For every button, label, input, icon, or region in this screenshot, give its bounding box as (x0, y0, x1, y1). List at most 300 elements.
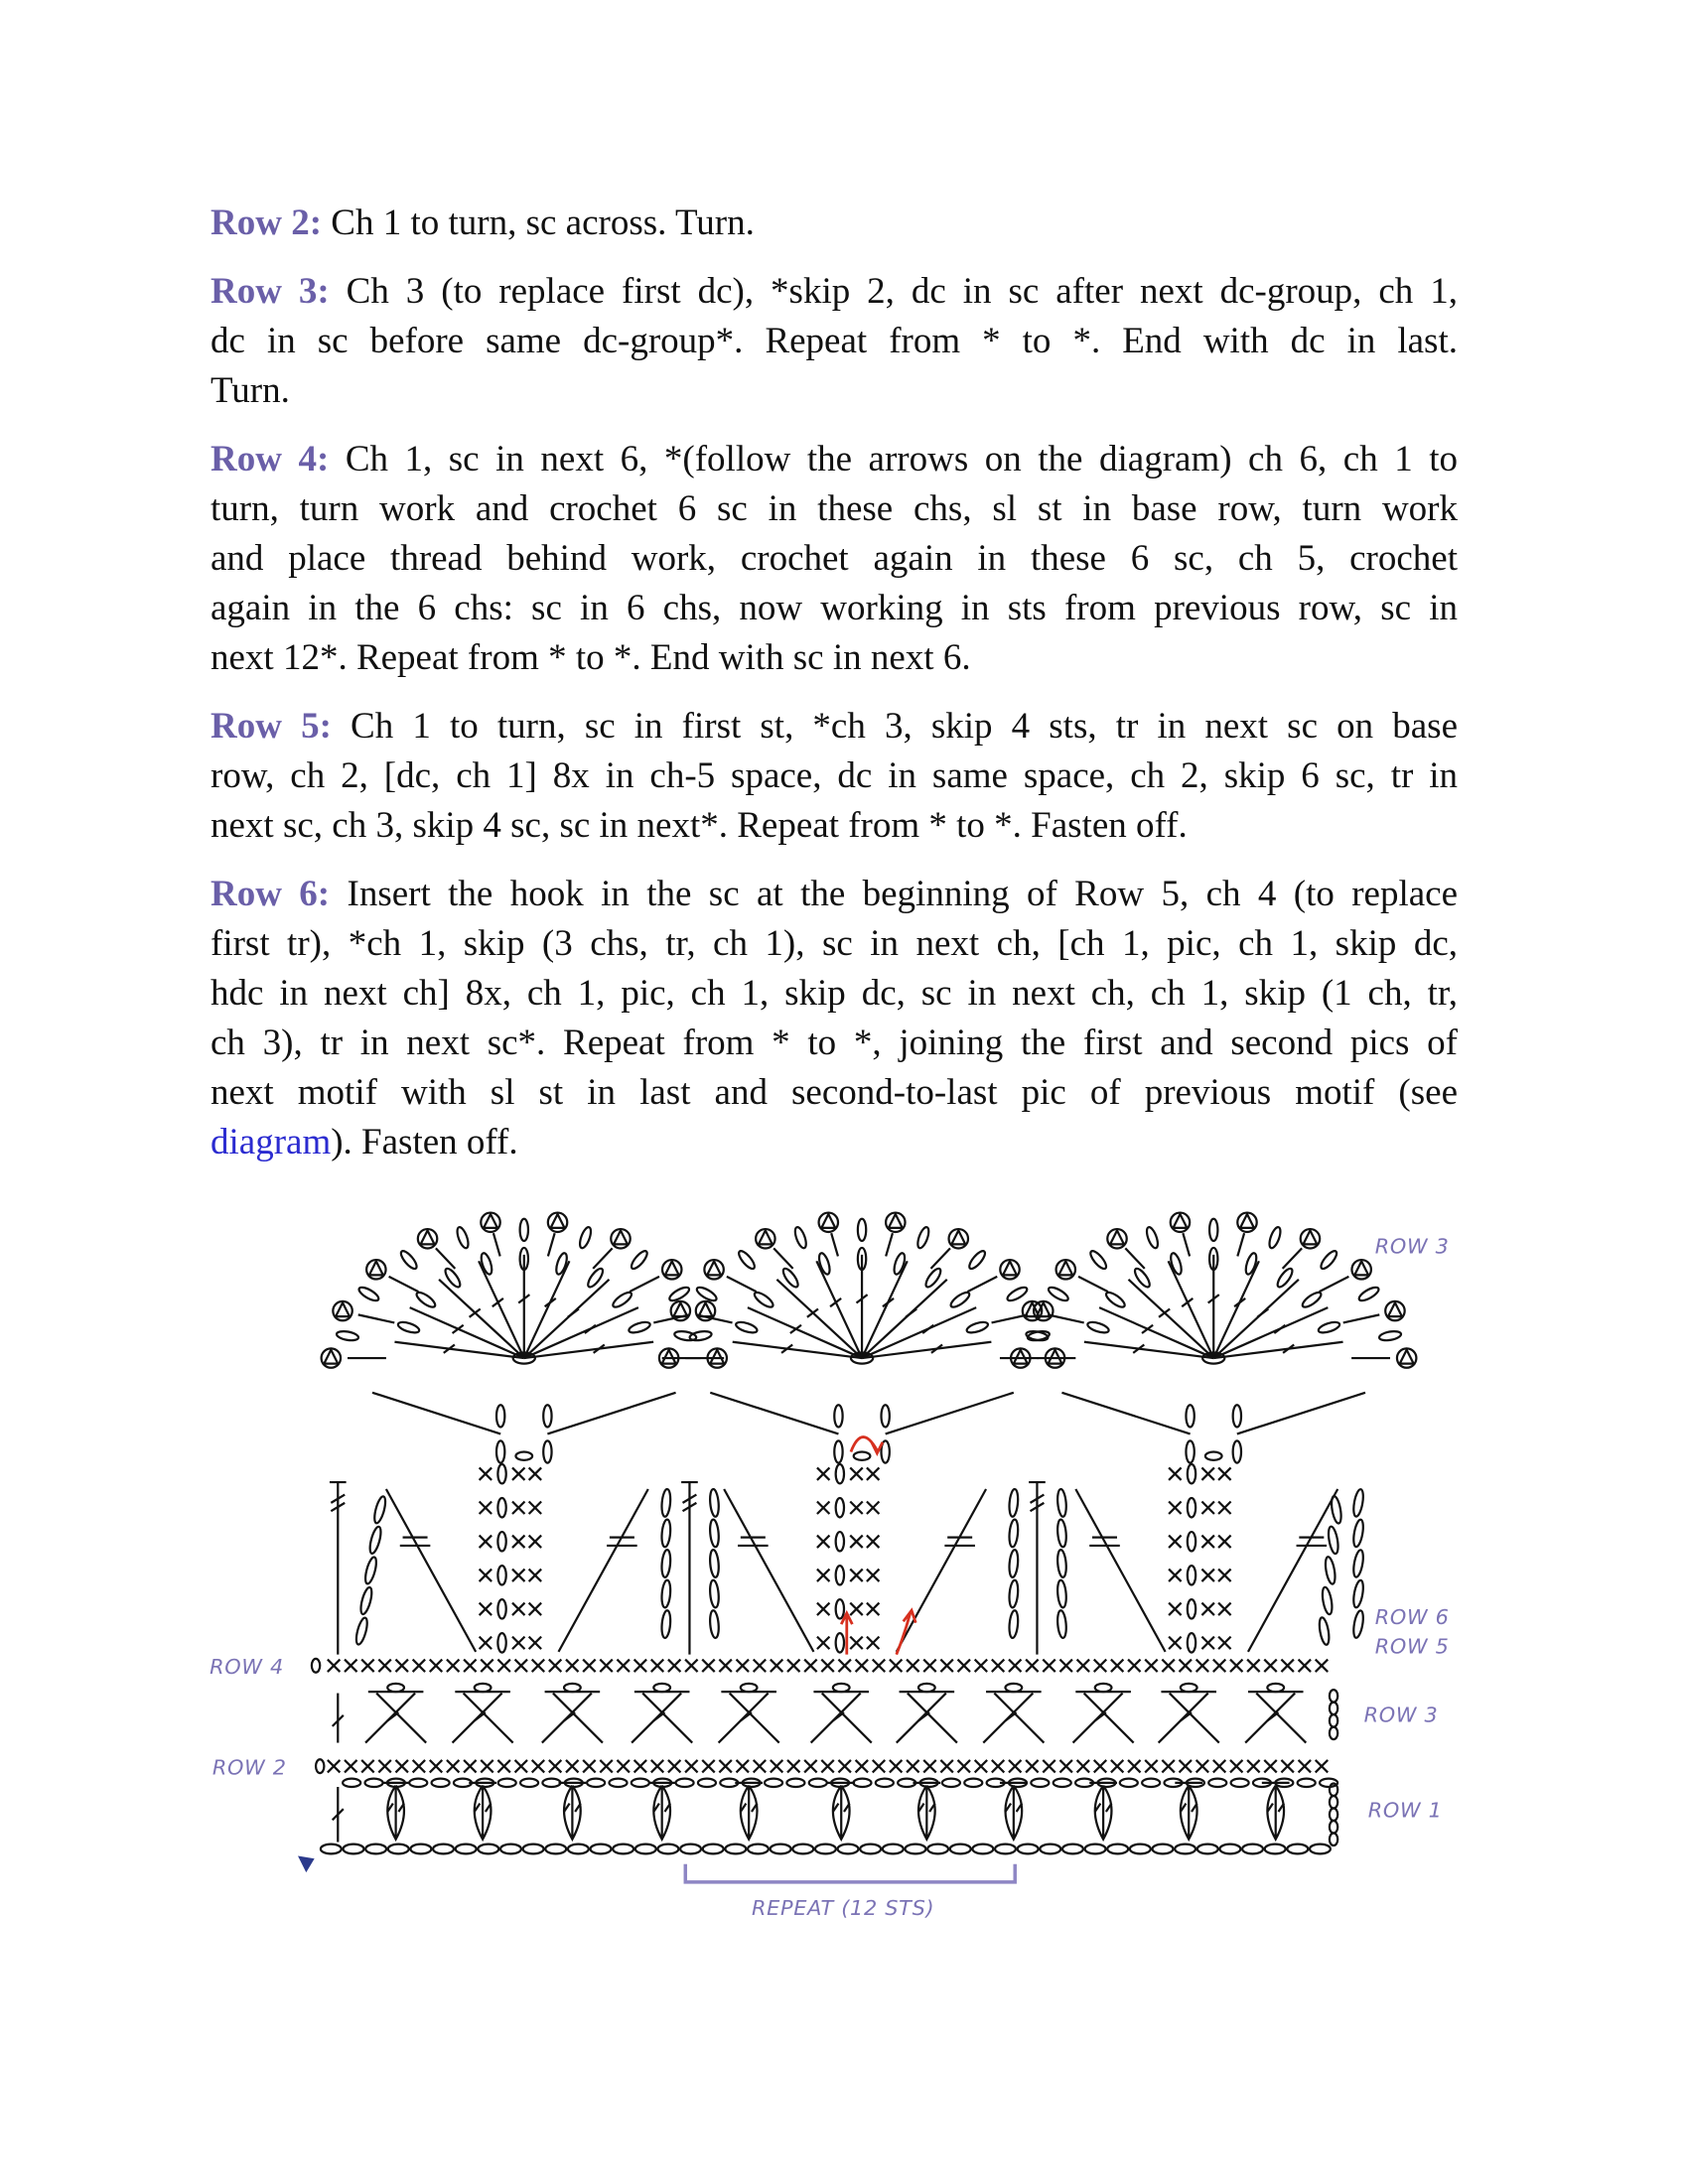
single-crochet (975, 1760, 988, 1773)
chain-stitch (1169, 1252, 1184, 1276)
foundation-chain (1242, 1844, 1263, 1854)
single-crochet (873, 1760, 886, 1773)
chain-stitch (1188, 1498, 1196, 1517)
chain-stitch (354, 1617, 369, 1646)
foundation-chain (1310, 1844, 1331, 1854)
chain-stitch (809, 1779, 827, 1787)
dc-cluster (387, 1786, 404, 1840)
single-crochet (447, 1660, 460, 1673)
single-crochet (1201, 1637, 1214, 1650)
single-crochet (1059, 1660, 1072, 1673)
double-crochet (1213, 1261, 1259, 1358)
single-crochet (856, 1760, 869, 1773)
chain-stitch (497, 1633, 505, 1652)
single-crochet (1201, 1570, 1214, 1582)
single-crochet (685, 1660, 698, 1673)
single-crochet (1162, 1760, 1175, 1773)
single-crochet (817, 1467, 830, 1480)
single-crochet (1111, 1660, 1124, 1673)
start-marker-icon (298, 1855, 315, 1872)
chain-stitch (1244, 1252, 1259, 1276)
chain-stitch (1145, 1226, 1160, 1250)
single-crochet (817, 1570, 830, 1582)
hdc (831, 1233, 838, 1256)
crossed-dc (908, 1694, 957, 1743)
chain-stitch (611, 1290, 633, 1309)
foundation-chain (344, 1844, 364, 1854)
single-crochet (481, 1660, 493, 1673)
picot-triangle (1304, 1230, 1318, 1244)
foundation-chain (883, 1844, 904, 1854)
single-crochet (529, 1536, 542, 1549)
single-crochet (430, 1660, 443, 1673)
single-crochet (345, 1660, 357, 1673)
single-crochet (850, 1603, 863, 1616)
single-crochet (1169, 1467, 1182, 1480)
chain-stitch (1086, 1320, 1110, 1335)
chain-stitch (1233, 1440, 1241, 1462)
single-crochet (512, 1637, 525, 1650)
single-crochet (817, 1502, 830, 1515)
single-crochet (850, 1536, 863, 1549)
single-crochet (600, 1660, 613, 1673)
chain-stitch (515, 1452, 532, 1460)
single-crochet (867, 1570, 880, 1582)
chart-stitches (298, 1213, 1416, 1882)
foundation-chain (725, 1844, 746, 1854)
single-crochet (890, 1760, 903, 1773)
foundation-chain (613, 1844, 633, 1854)
instruction-text: Ch 1, sc in next 6, *(follow the arrows on the diagram) ch 6, ch 1 to (345, 439, 1459, 479)
dc-cluster (833, 1786, 850, 1840)
single-crochet (529, 1637, 542, 1650)
chain-loop (1248, 1489, 1337, 1652)
single-crochet (817, 1603, 830, 1616)
single-crochet (480, 1570, 492, 1582)
single-crochet (1169, 1603, 1182, 1616)
single-crochet (566, 1760, 579, 1773)
chain-stitch (1056, 1489, 1067, 1517)
chain-stitch (480, 1252, 494, 1276)
single-crochet (497, 1760, 510, 1773)
crossed-dc (376, 1694, 426, 1743)
chain-stitch (853, 1779, 871, 1787)
single-crochet (480, 1637, 492, 1650)
double-crochet (862, 1261, 908, 1358)
foundation-chain (635, 1844, 656, 1854)
single-crochet (464, 1660, 477, 1673)
foundation-chain (523, 1844, 544, 1854)
picot-triangle (1014, 1350, 1028, 1364)
hdc (774, 1248, 792, 1268)
chain-stitch (854, 1452, 871, 1460)
crossed-dc (1256, 1694, 1306, 1743)
chain-stitch (1208, 1779, 1226, 1787)
foundation-chain (1062, 1844, 1083, 1854)
turning-chain (1330, 1690, 1337, 1703)
picot-triangle (707, 1261, 721, 1275)
single-crochet (1299, 1760, 1312, 1773)
single-crochet (600, 1760, 613, 1773)
instruction-text: Ch 3 (to replace first dc), *skip 2, dc in sc after next dc-group, ch 1, (346, 271, 1459, 312)
dc-cluster (475, 1786, 492, 1840)
single-crochet (867, 1536, 880, 1549)
chain-stitch (1008, 1550, 1019, 1577)
single-crochet (512, 1467, 525, 1480)
single-crochet (515, 1660, 528, 1673)
single-crochet (464, 1760, 477, 1773)
single-crochet (787, 1660, 800, 1673)
chain-stitch (1186, 1405, 1194, 1427)
foundation-chain (1287, 1844, 1308, 1854)
chain-stitch (497, 1566, 505, 1584)
chain-stitch (357, 1285, 380, 1302)
single-crochet (838, 1760, 851, 1773)
chain-stitch (793, 1226, 808, 1250)
single-crochet (1218, 1502, 1231, 1515)
foundation-chain (1197, 1844, 1218, 1854)
chain-stitch (735, 1320, 759, 1335)
chain-loop (547, 1393, 675, 1434)
chain-stitch (765, 1779, 782, 1787)
picot-triangle (665, 1261, 679, 1275)
chain-stitch (1327, 1526, 1339, 1555)
instruction-text: turn, turn work and crochet 6 sc in these chs, sl st in base row, turn work (211, 488, 1458, 529)
chain-stitch (836, 1633, 844, 1652)
single-crochet (1043, 1760, 1055, 1773)
single-crochet (1201, 1502, 1214, 1515)
chain-stitch (564, 1684, 581, 1692)
chain-stitch (1031, 1779, 1049, 1787)
hdc (1343, 1314, 1380, 1322)
single-crochet (838, 1660, 851, 1673)
chain-stitch (398, 1249, 419, 1271)
picot-triangle (759, 1230, 773, 1244)
picot-triangle (1110, 1230, 1124, 1244)
single-crochet (719, 1760, 732, 1773)
chain-loop (886, 1393, 1014, 1434)
single-crochet (1094, 1660, 1107, 1673)
chain-stitch (786, 1779, 804, 1787)
single-crochet (512, 1502, 525, 1515)
single-crochet (1043, 1660, 1055, 1673)
single-crochet (668, 1660, 681, 1673)
single-crochet (1264, 1660, 1277, 1673)
single-crochet (549, 1660, 562, 1673)
single-crochet (529, 1603, 542, 1616)
chain-stitch (587, 1779, 605, 1787)
single-crochet (850, 1467, 863, 1480)
chain-stitch (753, 1290, 775, 1309)
chain-stitch (336, 1330, 358, 1342)
instruction-text: and place thread behind work, crochet again in these 6 sc, ch 5, crochet (211, 538, 1458, 579)
single-crochet (328, 1660, 341, 1673)
single-crochet (1128, 1760, 1141, 1773)
turning-chain (312, 1659, 320, 1673)
single-crochet (1026, 1660, 1039, 1673)
foundation-chain (1018, 1844, 1039, 1854)
single-crochet (1213, 1660, 1226, 1673)
chain-stitch (1330, 1495, 1342, 1524)
row-label: Row 3: (211, 271, 330, 312)
foundation-chain (680, 1844, 701, 1854)
hdc (436, 1248, 455, 1268)
chain-stitch (543, 1405, 551, 1427)
single-crochet (583, 1760, 596, 1773)
picot-triangle (1174, 1214, 1188, 1228)
single-crochet (821, 1660, 834, 1673)
chain-stitch (660, 1519, 671, 1547)
hdc (886, 1233, 893, 1256)
single-crochet (804, 1660, 817, 1673)
single-crochet (497, 1660, 510, 1673)
row-label: Row 5: (211, 706, 332, 747)
foundation-chain (906, 1844, 926, 1854)
chain-stitch (520, 1219, 528, 1241)
crossed-dc (1084, 1694, 1134, 1743)
single-crochet (512, 1603, 525, 1616)
dc-mark (1274, 1325, 1285, 1333)
chain-stitch (1233, 1405, 1241, 1427)
hdc (389, 1277, 419, 1292)
diagram-link[interactable]: diagram (211, 1122, 332, 1162)
picot-triangle (336, 1302, 350, 1316)
chain-stitch (918, 1684, 935, 1692)
single-crochet (867, 1637, 880, 1650)
chain-stitch (965, 1320, 989, 1335)
chain-stitch (409, 1779, 427, 1787)
foundation-chain (365, 1844, 386, 1854)
chain-stitch (660, 1579, 671, 1607)
single-crochet (867, 1603, 880, 1616)
chain-stitch (397, 1320, 421, 1335)
single-crochet (975, 1660, 988, 1673)
foundation-chain (1265, 1844, 1286, 1854)
foundation-chain (388, 1844, 409, 1854)
chain-stitch (1188, 1464, 1196, 1483)
chain-stitch (1186, 1440, 1194, 1462)
label-row5: ROW 5 (1374, 1634, 1450, 1659)
picot-triangle (551, 1214, 565, 1228)
single-crochet (1201, 1536, 1214, 1549)
single-crochet (532, 1660, 545, 1673)
chain-stitch (1352, 1519, 1365, 1548)
chain-stitch (1267, 1226, 1282, 1250)
chain-stitch (836, 1498, 844, 1517)
label-row3: ROW 3 (1363, 1703, 1439, 1727)
single-crochet (634, 1760, 647, 1773)
chain-stitch (836, 1566, 844, 1584)
chain-stitch (497, 1599, 505, 1618)
single-crochet (737, 1760, 750, 1773)
single-crochet (1196, 1660, 1209, 1673)
single-crochet (817, 1536, 830, 1549)
single-crochet (529, 1467, 542, 1480)
chain-stitch (497, 1464, 505, 1483)
chain-stitch (1352, 1610, 1365, 1639)
picot-triangle (662, 1350, 676, 1364)
instruction-text: again in the 6 chs: sc in 6 chs, now working in sts from previous row, sc in (211, 588, 1458, 628)
single-crochet (850, 1570, 863, 1582)
picot-triangle (1058, 1261, 1072, 1275)
label-row2: ROW 2 (211, 1755, 287, 1780)
chain-stitch (497, 1532, 505, 1551)
hdc (967, 1277, 997, 1292)
foundation-chain (860, 1844, 881, 1854)
chain-stitch (520, 1779, 538, 1787)
single-crochet (1169, 1637, 1182, 1650)
foundation-chain (410, 1844, 431, 1854)
chain-stitch (1301, 1290, 1324, 1309)
single-crochet (1264, 1760, 1277, 1773)
chain-stitch (1319, 1249, 1339, 1271)
single-crochet (1145, 1660, 1158, 1673)
chain-stitch (1056, 1579, 1067, 1607)
instruction-text: hdc in next ch] 8x, ch 1, pic, ch 1, skip dc, sc in next ch, ch 1, skip (1 ch, tr, (211, 973, 1458, 1014)
dc-mark (585, 1325, 596, 1333)
single-crochet (480, 1603, 492, 1616)
single-crochet (850, 1637, 863, 1650)
row-label: Row 2: (211, 203, 323, 243)
double-crochet (816, 1261, 862, 1358)
picot-triangle (699, 1302, 713, 1316)
single-crochet (1009, 1760, 1021, 1773)
foundation-chain (456, 1844, 477, 1854)
chain-stitch (737, 1249, 758, 1271)
chain-stitch (834, 1440, 842, 1462)
single-crochet (1218, 1570, 1231, 1582)
foundation-chain (591, 1844, 612, 1854)
crossed-dc (822, 1694, 872, 1743)
single-crochet (1218, 1536, 1231, 1549)
single-crochet (1059, 1760, 1072, 1773)
hdc (931, 1248, 950, 1268)
chain-stitch (372, 1495, 387, 1524)
crossed-dc (1170, 1694, 1219, 1743)
hdc (593, 1248, 612, 1268)
foundation-chain (972, 1844, 993, 1854)
chain-stitch (343, 1779, 360, 1787)
hdc (727, 1277, 757, 1292)
row-label: Row 4: (211, 439, 330, 479)
chain-loop (386, 1489, 476, 1652)
chain-stitch (1357, 1285, 1380, 1302)
chain-stitch (660, 1489, 671, 1517)
turning-chain (1330, 1821, 1337, 1834)
single-crochet (867, 1502, 880, 1515)
instruction-text: Turn. (211, 370, 290, 411)
foundation-chain (748, 1844, 769, 1854)
single-crochet (512, 1570, 525, 1582)
hdc (1078, 1277, 1108, 1292)
chain-stitch (1120, 1779, 1138, 1787)
chain-stitch (1008, 1579, 1019, 1607)
picot-triangle (889, 1214, 903, 1228)
chain-loop (724, 1489, 813, 1652)
hdc (1320, 1277, 1349, 1292)
chain-stitch (834, 1405, 842, 1427)
chain-stitch (1008, 1519, 1019, 1547)
chain-stitch (475, 1684, 492, 1692)
foundation-chain (433, 1844, 454, 1854)
picot-triangle (1003, 1261, 1017, 1275)
chain-stitch (709, 1610, 720, 1638)
chain-stitch (674, 1330, 697, 1342)
dc-mark (1257, 1308, 1268, 1316)
chain-stitch (709, 1550, 720, 1577)
instruction-text: Ch 1 to turn, sc across. Turn. (331, 203, 755, 243)
chain-stitch (1352, 1488, 1365, 1517)
chain-stitch (1008, 1610, 1019, 1638)
chain-stitch (496, 1440, 504, 1462)
single-crochet (1281, 1660, 1294, 1673)
single-crochet (1299, 1660, 1312, 1673)
chain-stitch (1008, 1489, 1019, 1517)
hdc (1183, 1233, 1190, 1256)
foundation-chain (927, 1844, 948, 1854)
single-crochet (549, 1760, 562, 1773)
picot-triangle (710, 1350, 724, 1364)
single-crochet (890, 1660, 903, 1673)
double-crochet (1169, 1261, 1214, 1358)
single-crochet (532, 1760, 545, 1773)
double-crochet (524, 1261, 570, 1358)
turning-chain (1330, 1809, 1337, 1822)
foundation-chain (771, 1844, 791, 1854)
single-crochet (480, 1502, 492, 1515)
chain-stitch (387, 1684, 404, 1692)
dc-cluster (1006, 1786, 1023, 1840)
picot-triangle (324, 1350, 338, 1364)
crossed-dc (994, 1694, 1044, 1743)
chain-stitch (660, 1610, 671, 1638)
single-crochet (617, 1760, 630, 1773)
chain-stitch (1324, 1557, 1336, 1585)
single-crochet (1169, 1570, 1182, 1582)
single-crochet (378, 1760, 391, 1773)
chain-stitch (1321, 1586, 1334, 1615)
picot-triangle (1240, 1214, 1254, 1228)
double-crochet (1213, 1280, 1299, 1358)
dc-cluster (741, 1786, 758, 1840)
single-crochet (719, 1660, 732, 1673)
picot-triangle (1388, 1302, 1402, 1316)
single-crochet (1316, 1660, 1329, 1673)
chain-stitch (1318, 1617, 1331, 1646)
single-crochet (1094, 1760, 1107, 1773)
single-crochet (1162, 1660, 1175, 1673)
single-crochet (651, 1660, 664, 1673)
dc-cluster (1095, 1786, 1112, 1840)
dc-cluster (653, 1786, 670, 1840)
chain-stitch (698, 1779, 716, 1787)
picot-triangle (614, 1230, 628, 1244)
chain-stitch (741, 1684, 758, 1692)
single-crochet (1026, 1760, 1039, 1773)
single-crochet (583, 1660, 596, 1673)
single-crochet (1281, 1760, 1294, 1773)
chain-stitch (455, 1226, 470, 1250)
chain-stitch (882, 1405, 890, 1427)
foundation-chain (1153, 1844, 1174, 1854)
turn-arrow-icon (851, 1437, 883, 1453)
foundation-chain (1040, 1844, 1060, 1854)
single-crochet (515, 1760, 528, 1773)
foundation-chain (568, 1844, 589, 1854)
dc-cluster (1267, 1786, 1284, 1840)
picot-triangle (1354, 1261, 1368, 1275)
label-row3-top: ROW 3 (1374, 1234, 1450, 1259)
